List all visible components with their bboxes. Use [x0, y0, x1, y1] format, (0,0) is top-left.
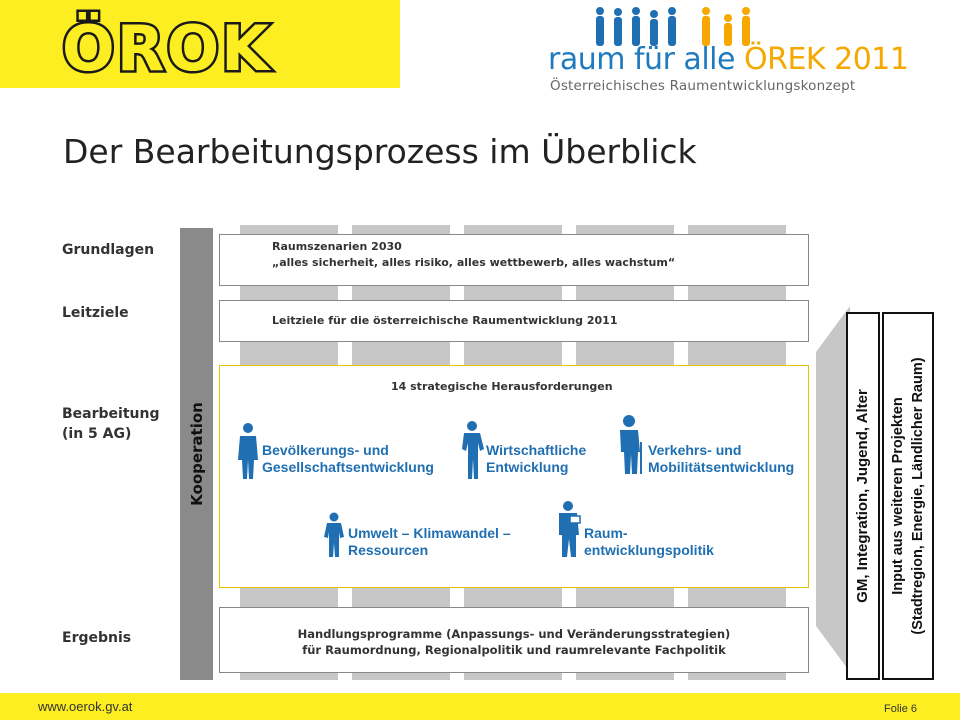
oerok-logo [60, 8, 335, 78]
campaign-prefix: raum für alle [548, 42, 744, 77]
child-figure-icon [322, 512, 346, 558]
leitziele-text: Leitziele für die österreichische Raumentwicklung 2011 [272, 314, 618, 327]
row-label-leitziele: Leitziele [62, 305, 129, 321]
gm-integration-box [846, 312, 880, 680]
row-label-bearbeitung-sub: (in 5 AG) [62, 426, 132, 442]
leitziele-box [219, 300, 809, 342]
working-group-5-line2: entwicklungspolitik [584, 542, 714, 558]
footer-url-link[interactable]: www.oerok.gv.at [38, 699, 133, 714]
working-group-4-line2: Ressourcen [348, 542, 429, 558]
gm-integration-text: GM, Integration, Jugend, Alter [854, 389, 871, 603]
row-label-ergebnis: Ergebnis [62, 630, 132, 646]
projects-input-box [882, 312, 934, 680]
raumszenarien-title: Raumszenarien 2030 [272, 240, 402, 253]
person-figure-icon [616, 414, 646, 476]
campaign-subtitle: Österreichisches Raumentwicklungskonzept [550, 78, 856, 94]
challenges-title: 14 strategische Herausforderungen [391, 380, 613, 393]
svg-text:ÖROK: ÖROK [62, 12, 272, 78]
raumszenarien-text: „alles sicherheit, alles risiko, alles wettbewerb, alles wachstum“ [272, 256, 676, 269]
row-label-grundlagen: Grundlagen [62, 242, 155, 258]
working-group-1-line1: Bevölkerungs- und [262, 442, 389, 458]
person-figure-icon [554, 500, 582, 558]
campaign-accent: ÖREK 2011 [743, 42, 909, 77]
working-group-2-line1: Wirtschaftliche [486, 442, 587, 458]
working-group-1-line2: Gesellschaftsentwicklung [262, 459, 434, 475]
working-group-4-line1: Umwelt – Klimawandel – [348, 525, 511, 541]
projects-input-line2: (Stadtregion, Energie, Ländlicher Raum) [910, 357, 926, 635]
projects-input-text [888, 357, 928, 634]
page-title: Der Bearbeitungsprozess im Überblick [63, 132, 697, 171]
ergebnis-line2: für Raumordnung, Regionalpolitik und raumrelevante Fachpolitik [302, 643, 726, 657]
working-group-2-line2: Entwicklung [486, 459, 569, 475]
kooperation-label-wrap [180, 228, 213, 680]
kooperation-label: Kooperation [187, 402, 206, 506]
row-label-bearbeitung: Bearbeitung [62, 406, 160, 422]
working-group-5-line1: Raum- [584, 525, 628, 541]
person-figure-icon [458, 420, 486, 480]
working-group-3-line2: Mobilitätsentwicklung [648, 459, 795, 475]
ergebnis-line1: Handlungsprogramme (Anpassungs- und Veränderungsstrategien) [297, 627, 731, 641]
footer-page-number: Folie 6 [884, 703, 918, 715]
person-figure-icon [236, 422, 260, 480]
working-group-3-line1: Verkehrs- und [648, 442, 742, 458]
challenges-box [219, 365, 809, 588]
projects-input-line1: Input aus weiteren Projekten [890, 397, 906, 595]
raumszenarien-box [219, 234, 809, 286]
ergebnis-box [219, 607, 809, 673]
campaign-title [548, 42, 908, 77]
footer-band [0, 693, 960, 720]
